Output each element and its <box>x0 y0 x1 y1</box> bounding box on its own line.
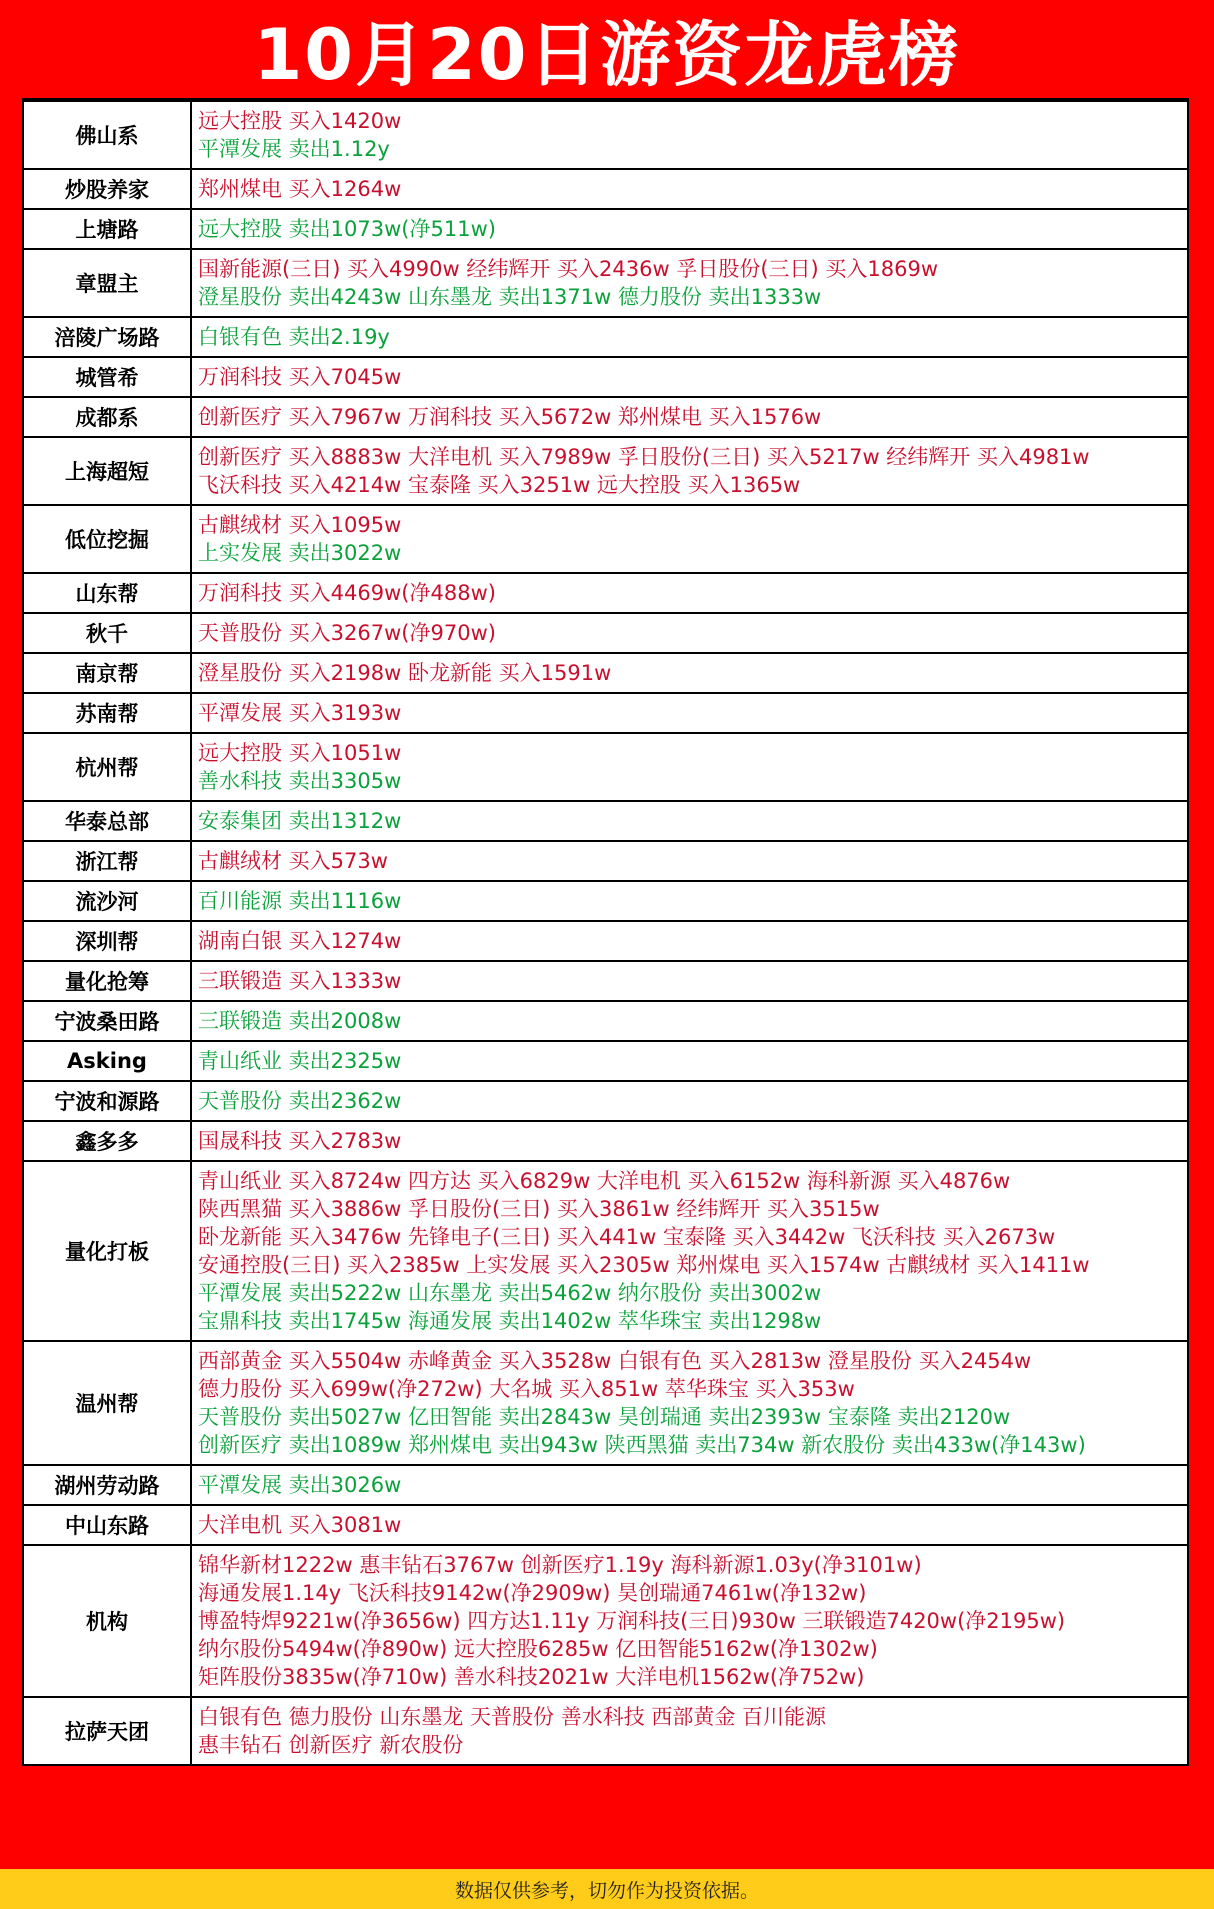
buy-record: 古麒绒材 买入573w <box>198 849 388 873</box>
buy-record: 远大控股 买入1051w <box>198 741 402 765</box>
trader-name: 章盟主 <box>23 249 191 317</box>
trader-name: 华泰总部 <box>23 801 191 841</box>
dragon-tiger-board <box>22 98 1189 1766</box>
buy-record: 德力股份 买入699w(净272w) 大名城 买入851w 萃华珠宝 买入353w <box>198 1377 855 1401</box>
trade-details <box>191 613 1188 653</box>
trader-name: 炒股养家 <box>23 169 191 209</box>
trader-name: 拉萨天团 <box>23 1697 191 1765</box>
trader-name: 城管希 <box>23 357 191 397</box>
trade-details <box>191 249 1188 317</box>
table-row <box>23 841 1188 881</box>
trader-name: 鑫多多 <box>23 1121 191 1161</box>
buy-record: 创新医疗 买入8883w 大洋电机 买入7989w 孚日股份(三日) 买入5217w 经纬辉开 买入4981w <box>198 445 1090 469</box>
trader-name: 宁波和源路 <box>23 1081 191 1121</box>
trade-details <box>191 169 1188 209</box>
trade-details <box>191 437 1188 505</box>
table-row <box>23 1161 1188 1341</box>
trade-details <box>191 397 1188 437</box>
buy-record: 纳尔股份5494w(净890w) 远大控股6285w 亿田智能5162w(净1302w) <box>198 1637 878 1661</box>
trader-name: 浙江帮 <box>23 841 191 881</box>
trade-details <box>191 1545 1188 1697</box>
buy-record: 惠丰钻石 创新医疗 新农股份 <box>198 1733 464 1757</box>
trade-details <box>191 1341 1188 1465</box>
buy-record: 天普股份 买入3267w(净970w) <box>198 621 496 645</box>
trader-name: 宁波桑田路 <box>23 1001 191 1041</box>
buy-record: 古麒绒材 买入1095w <box>198 513 402 537</box>
buy-record: 锦华新材1222w 惠丰钻石3767w 创新医疗1.19y 海科新源1.03y(净3101w) <box>198 1553 922 1577</box>
buy-record: 澄星股份 买入2198w 卧龙新能 买入1591w <box>198 661 612 685</box>
table-row <box>23 1081 1188 1121</box>
table-row <box>23 169 1188 209</box>
trader-name: 山东帮 <box>23 573 191 613</box>
trade-details <box>191 693 1188 733</box>
trade-details <box>191 921 1188 961</box>
trader-name: 量化打板 <box>23 1161 191 1341</box>
table-row <box>23 1545 1188 1697</box>
trader-name: 苏南帮 <box>23 693 191 733</box>
trade-details <box>191 653 1188 693</box>
trade-details <box>191 209 1188 249</box>
table-row <box>23 961 1188 1001</box>
trader-name: 深圳帮 <box>23 921 191 961</box>
buy-record: 万润科技 买入7045w <box>198 365 402 389</box>
buy-record: 创新医疗 买入7967w 万润科技 买入5672w 郑州煤电 买入1576w <box>198 405 822 429</box>
buy-record: 三联锻造 买入1333w <box>198 969 402 993</box>
buy-record: 国新能源(三日) 买入4990w 经纬辉开 买入2436w 孚日股份(三日) 买入1869w <box>198 257 939 281</box>
trade-details <box>191 357 1188 397</box>
table-row <box>23 573 1188 613</box>
table-row <box>23 1001 1188 1041</box>
table-row <box>23 101 1188 169</box>
table-row <box>23 249 1188 317</box>
buy-record: 平潭发展 买入3193w <box>198 701 402 725</box>
trader-name: 杭州帮 <box>23 733 191 801</box>
page-title: 10月20日游资龙虎榜 <box>253 13 961 96</box>
buy-record: 飞沃科技 买入4214w 宝泰隆 买入3251w 远大控股 买入1365w <box>198 473 801 497</box>
trade-details <box>191 881 1188 921</box>
buy-record: 安通控股(三日) 买入2385w 上实发展 买入2305w 郑州煤电 买入1574w 古麒绒材 买入1411w <box>198 1253 1090 1277</box>
sell-record: 白银有色 卖出2.19y <box>198 325 390 349</box>
trade-details <box>191 573 1188 613</box>
trader-name: 南京帮 <box>23 653 191 693</box>
trader-name: 机构 <box>23 1545 191 1697</box>
disclaimer: 数据仅供参考，切勿作为投资依据。 <box>0 1869 1214 1909</box>
sell-record: 青山纸业 卖出2325w <box>198 1049 402 1073</box>
table-row <box>23 1505 1188 1545</box>
sell-record: 百川能源 卖出1116w <box>198 889 402 913</box>
trade-details <box>191 1161 1188 1341</box>
buy-record: 陕西黑猫 买入3886w 孚日股份(三日) 买入3861w 经纬辉开 买入3515w <box>198 1197 880 1221</box>
sell-record: 上实发展 卖出3022w <box>198 541 402 565</box>
table-row <box>23 693 1188 733</box>
sell-record: 创新医疗 卖出1089w 郑州煤电 卖出943w 陕西黑猫 卖出734w 新农股份 卖出433w(净143w) <box>198 1433 1086 1457</box>
trade-details <box>191 841 1188 881</box>
buy-record: 远大控股 买入1420w <box>198 109 402 133</box>
sell-record: 远大控股 卖出1073w(净511w) <box>198 217 496 241</box>
sell-record: 安泰集团 卖出1312w <box>198 809 402 833</box>
trader-name: 温州帮 <box>23 1341 191 1465</box>
trade-details <box>191 961 1188 1001</box>
table-row <box>23 801 1188 841</box>
trade-details <box>191 505 1188 573</box>
buy-record: 海通发展1.14y 飞沃科技9142w(净2909w) 昊创瑞通7461w(净132w) <box>198 1581 867 1605</box>
table-row <box>23 397 1188 437</box>
trade-details <box>191 1081 1188 1121</box>
sell-record: 平潭发展 卖出1.12y <box>198 137 390 161</box>
trader-name: 佛山系 <box>23 101 191 169</box>
buy-record: 西部黄金 买入5504w 赤峰黄金 买入3528w 白银有色 买入2813w 澄星股份 买入2454w <box>198 1349 1032 1373</box>
trader-name: 上海超短 <box>23 437 191 505</box>
table-row <box>23 209 1188 249</box>
table-row <box>23 1041 1188 1081</box>
trade-details <box>191 733 1188 801</box>
trader-name: 秋千 <box>23 613 191 653</box>
trader-name: 量化抢筹 <box>23 961 191 1001</box>
sell-record: 天普股份 卖出5027w 亿田智能 卖出2843w 昊创瑞通 卖出2393w 宝泰隆 卖出2120w <box>198 1405 1011 1429</box>
trader-name: 流沙河 <box>23 881 191 921</box>
trade-details <box>191 101 1188 169</box>
sell-record: 宝鼎科技 卖出1745w 海通发展 卖出1402w 萃华珠宝 卖出1298w <box>198 1309 822 1333</box>
buy-record: 万润科技 买入4469w(净488w) <box>198 581 496 605</box>
table-row <box>23 1121 1188 1161</box>
trade-details <box>191 801 1188 841</box>
sell-record: 天普股份 卖出2362w <box>198 1089 402 1113</box>
buy-record: 卧龙新能 买入3476w 先锋电子(三日) 买入441w 宝泰隆 买入3442w 飞沃科技 买入2673w <box>198 1225 1056 1249</box>
buy-record: 青山纸业 买入8724w 四方达 买入6829w 大洋电机 买入6152w 海科新源 买入4876w <box>198 1169 1011 1193</box>
buy-record: 国晟科技 买入2783w <box>198 1129 402 1153</box>
trade-details <box>191 1001 1188 1041</box>
trader-name: 涪陵广场路 <box>23 317 191 357</box>
buy-record: 郑州煤电 买入1264w <box>198 177 402 201</box>
table-row <box>23 505 1188 573</box>
sell-record: 三联锻造 卖出2008w <box>198 1009 402 1033</box>
trader-name: 低位挖掘 <box>23 505 191 573</box>
table-row <box>23 1341 1188 1465</box>
table-row <box>23 357 1188 397</box>
trade-details <box>191 1465 1188 1505</box>
trade-details <box>191 1121 1188 1161</box>
trader-name: 上塘路 <box>23 209 191 249</box>
buy-record: 湖南白银 买入1274w <box>198 929 402 953</box>
sell-record: 澄星股份 卖出4243w 山东墨龙 卖出1371w 德力股份 卖出1333w <box>198 285 822 309</box>
buy-record: 矩阵股份3835w(净710w) 善水科技2021w 大洋电机1562w(净752w) <box>198 1665 865 1689</box>
trader-name: Asking <box>23 1041 191 1081</box>
buy-record: 白银有色 德力股份 山东墨龙 天普股份 善水科技 西部黄金 百川能源 <box>198 1705 827 1729</box>
table-row <box>23 881 1188 921</box>
table-row <box>23 317 1188 357</box>
trader-name: 成都系 <box>23 397 191 437</box>
trade-details <box>191 1697 1188 1765</box>
trader-name: 中山东路 <box>23 1505 191 1545</box>
buy-record: 博盈特焊9221w(净3656w) 四方达1.11y 万润科技(三日)930w 三联锻造7420w(净2195w) <box>198 1609 1066 1633</box>
table-row <box>23 653 1188 693</box>
trader-name: 湖州劳动路 <box>23 1465 191 1505</box>
table-row <box>23 1697 1188 1765</box>
trade-details <box>191 1041 1188 1081</box>
board-rows <box>23 101 1188 1765</box>
sell-record: 平潭发展 卖出5222w 山东墨龙 卖出5462w 纳尔股份 卖出3002w <box>198 1281 822 1305</box>
trade-details <box>191 1505 1188 1545</box>
table-row <box>23 921 1188 961</box>
table-row <box>23 733 1188 801</box>
buy-record: 大洋电机 买入3081w <box>198 1513 402 1537</box>
table-row <box>23 437 1188 505</box>
table-row <box>23 613 1188 653</box>
sell-record: 平潭发展 卖出3026w <box>198 1473 402 1497</box>
sell-record: 善水科技 卖出3305w <box>198 769 402 793</box>
trade-details <box>191 317 1188 357</box>
table-row <box>23 1465 1188 1505</box>
